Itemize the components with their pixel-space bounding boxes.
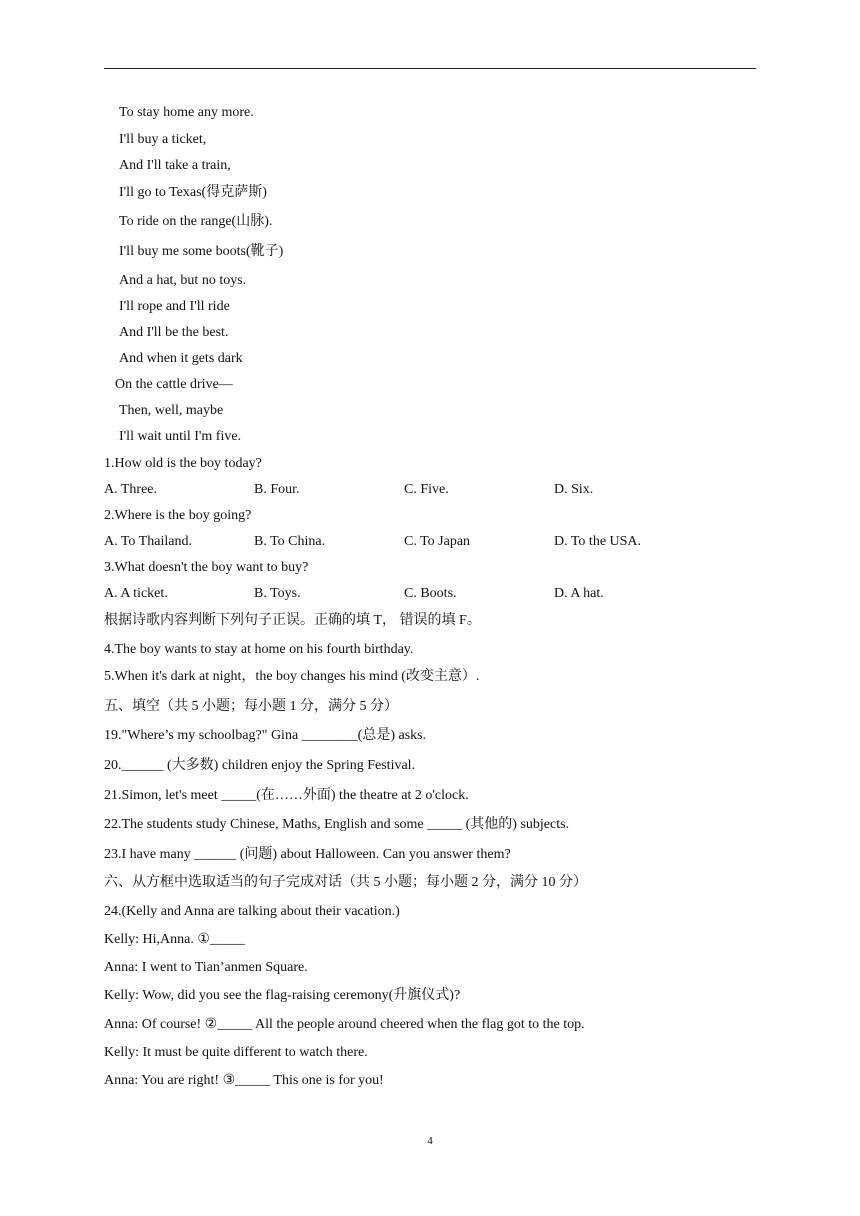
poem-line: I'll buy me some boots(靴子) [119,244,284,259]
poem-line: I'll go to Texas(得克萨斯) [119,185,267,200]
fill-item: 19."Where’s my schoolbag?" Gina ________(总是) asks. [104,728,427,743]
poem-line: I'll rope and I'll ride [119,299,230,314]
section-title: 六、从方框中选取适当的句子完成对话（共 5 小题；每小题 2 分，满分 10 分） [104,875,587,890]
option-b: B. To China. [254,534,326,549]
section-title: 五、填空（共 5 小题；每小题 1 分，满分 5 分） [104,699,398,714]
tf-item: 4.The boy wants to stay at home on his fourth birthday. [104,642,414,657]
question-text: 1.How old is the boy today? [104,456,262,471]
page-number: 4 [427,1135,433,1147]
tf-instruction: 根据诗歌内容判断下列句子正误。正确的填 T， 错误的填 F。 [104,613,481,628]
dialog-intro: 24.(Kelly and Anna are talking about their vacation.) [104,904,400,919]
dialog-line: Kelly: It must be quite different to watch there. [104,1045,368,1060]
option-b: B. Toys. [254,586,301,601]
option-a: A. A ticket. [104,586,168,601]
tf-item: 5.When it's dark at night，the boy changes his mind (改变主意）. [104,669,480,684]
poem-line: And I'll take a train, [119,158,231,173]
poem-line: Then, well, maybe [119,403,224,418]
fill-item: 23.I have many ______ (问题) about Halloween. Can you answer them? [104,847,511,862]
option-d: D. Six. [554,482,594,497]
question-text: 2.Where is the boy going? [104,508,252,523]
option-d: D. A hat. [554,586,604,601]
fill-item: 22.The students study Chinese, Maths, English and some _____ (其他的) subjects. [104,817,570,832]
option-c: C. To Japan [404,534,471,549]
poem-line: And when it gets dark [119,351,243,366]
dialog-line: Kelly: Hi,Anna. ①_____ [104,932,245,947]
poem-line: And a hat, but no toys. [119,273,247,288]
poem-line: To ride on the range(山脉). [119,214,273,229]
dialog-line: Anna: I went to Tian’anmen Square. [104,960,308,975]
option-a: A. Three. [104,482,157,497]
dialog-line: Kelly: Wow, did you see the flag-raising ceremony(升旗仪式)? [104,988,461,1003]
poem-line: On the cattle drive— [115,377,233,392]
poem-line: I'll buy a ticket, [119,132,207,147]
dialog-line: Anna: Of course! ②_____ All the people around cheered when the flag got to the top. [104,1017,585,1032]
poem-line: And I'll be the best. [119,325,229,340]
poem-line: To stay home any more. [119,105,254,120]
option-c: C. Five. [404,482,449,497]
option-b: B. Four. [254,482,300,497]
option-d: D. To the USA. [554,534,642,549]
poem-line: I'll wait until I'm five. [119,429,242,444]
dialog-line: Anna: You are right! ③_____ This one is for you! [104,1073,384,1088]
header-rule [104,68,756,69]
option-a: A. To Thailand. [104,534,192,549]
question-text: 3.What doesn't the boy want to buy? [104,560,309,575]
fill-item: 21.Simon, let's meet _____(在……外面) the theatre at 2 o'clock. [104,788,469,803]
fill-item: 20.______ (大多数) children enjoy the Spring Festival. [104,758,416,773]
option-c: C. Boots. [404,586,457,601]
